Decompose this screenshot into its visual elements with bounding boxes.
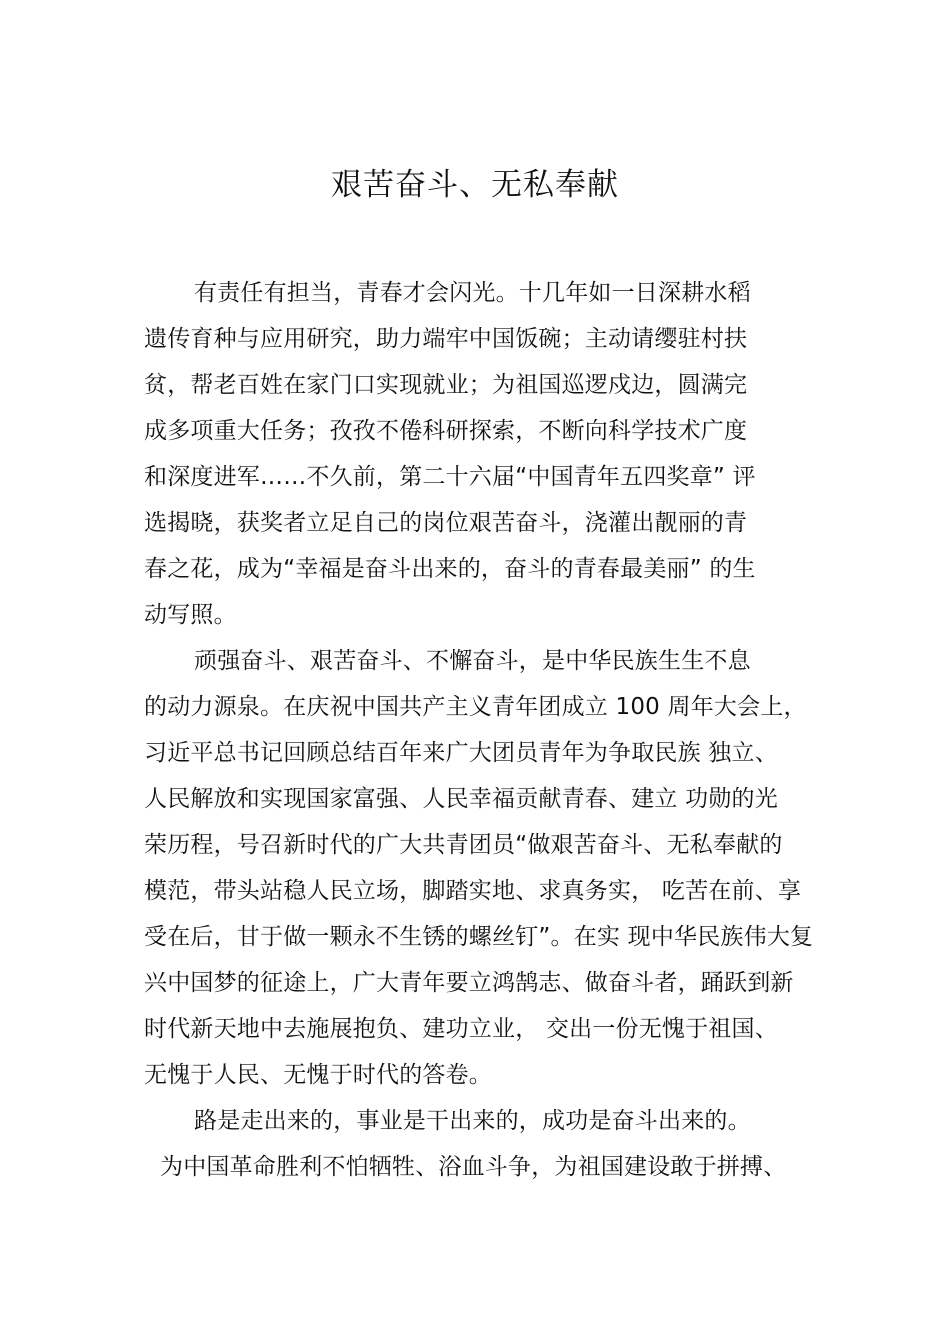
text-line: 顽强奋斗、艰苦奋斗、不懈奋斗，是中华民族生生不息 (194, 648, 751, 674)
text-line: 春之花，成为“幸福是奋斗出来的，奋斗的青春最美丽” 的生 (144, 556, 756, 582)
text-line: 荣历程，号召新时代的广大共青团员“做艰苦奋斗、无私奉献的 (144, 832, 783, 858)
text-line: 路是走出来的，事业是干出来的，成功是奋斗出来的。 (194, 1108, 751, 1134)
text-line: 人民解放和实现国家富强、人民幸福贡献青春、建立 功勋的光 (144, 786, 778, 812)
document-title: 艰苦奋斗、无私奉献 (331, 167, 619, 203)
text-line: 的动力源泉。在庆祝中国共产主义青年团成立 100 周年大会上， (144, 694, 807, 720)
text-line: 为中国革命胜利不怕牺牲、浴血斗争，为祖国建设敢于拼搏、 (160, 1154, 787, 1180)
text-line: 和深度进军……不久前，第二十六届“中国青年五四奖章” 评 (144, 464, 756, 490)
text-line: 有责任有担当，青春才会闪光。十几年如一日深耕水稻 (194, 280, 751, 306)
text-line: 遗传育种与应用研究，助力端牢中国饭碗；主动请缨驻村扶 (144, 326, 748, 352)
text-line: 习近平总书记回顾总结百年来广大团员青年为争取民族 独立、 (144, 740, 778, 766)
text-line: 兴中国梦的征途上，广大青年要立鸿鹄志、做奋斗者，踊跃到新 (144, 970, 794, 996)
document-body (144, 270, 844, 1190)
text-line: 成多项重大任务；孜孜不倦科研探索，不断向科学技术广度 (144, 418, 748, 444)
text-line: 受在后，甘于做一颗永不生锈的螺丝钉”。在实 现中华民族伟大复 (144, 924, 814, 950)
text-line: 无愧于人民、无愧于时代的答卷。 (144, 1062, 492, 1088)
text-line: 选揭晓，获奖者立足自己的岗位艰苦奋斗，浇灌出靓丽的青 (144, 510, 748, 536)
text-line: 时代新天地中去施展抱负、建功立业， 交出一份无愧于祖国、 (144, 1016, 778, 1042)
text-line: 模范，带头站稳人民立场，脚踏实地、求真务实， 吃苦在前、享 (144, 878, 802, 904)
text-line: 贫，帮老百姓在家门口实现就业；为祖国巡逻戍边，圆满完 (144, 372, 748, 398)
text-line: 动写照。 (144, 602, 237, 628)
